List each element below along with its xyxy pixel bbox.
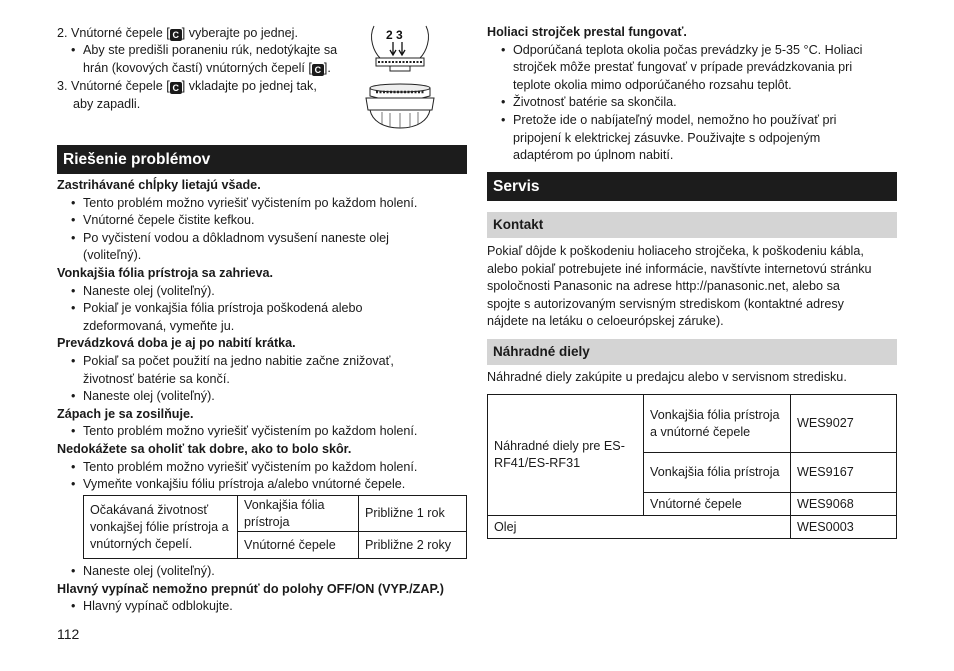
shaver-illustration-icon: [360, 24, 440, 134]
parts-code-cell: WES9027: [791, 395, 897, 453]
bullet-continuation: (voliteľný).: [83, 248, 142, 263]
life-value-cell: Približne 1 rok: [359, 496, 467, 532]
problem-heading: Hlavný vypínač nemožno prepnúť do polohy OFF/ON (VYP./ZAP.): [57, 581, 444, 596]
bullet-continuation: zdeformovaná, vymeňte ju.: [83, 318, 235, 333]
bullet-item: • Po vyčistení vodou a dôkladnom vysušení naneste olej: [71, 230, 389, 245]
problem-heading: Prevádzková doba je aj po nabití krátka.: [57, 336, 296, 351]
life-value-cell: Približne 2 roky: [359, 532, 467, 559]
parts-code-cell: WES9068: [791, 493, 897, 516]
bullet-continuation: pripojení k elektrickej zásuvke. Použivajte s odpojeným: [513, 130, 821, 145]
bullet-item: • Naneste olej (voliteľný).: [71, 564, 215, 578]
problem-heading: Holiaci strojček prestal fungovať.: [487, 25, 687, 39]
bullet-item: • Tento problém možno vyriešiť vyčistením po každom holení.: [71, 459, 418, 474]
parts-name-cell: Vonkajšia fólia prístroja: [644, 453, 791, 493]
troubleshooting-list-right: [487, 24, 899, 165]
bullet-item: • Životnosť batérie sa skončila.: [501, 95, 677, 110]
step-2: 2. Vnútorné čepele [ C ] vyberajte po jednej.: [57, 26, 298, 40]
blade-life-table: [83, 495, 467, 559]
spare-parts-heading: Náhradné diely: [487, 339, 897, 365]
life-desc-cell: Očakávaná životnosť vonkajšej fólie prístroja a vnútorných čepelí.: [84, 496, 238, 559]
spare-parts-text: Náhradné diely zakúpite u predajcu alebo v servisnom stredisku.: [487, 370, 847, 384]
bullet-item: • Pokiaľ sa počet použití na jedno nabitie začne znižovať,: [71, 353, 394, 368]
problem-heading: Vonkajšia fólia prístroja sa zahrieva.: [57, 265, 274, 280]
contact-text: Pokiaľ dôjde k poškodeniu holiaceho strojčeka, k poškodeniu kábla, alebo pokiaľ potrebujete iné informácie, navštívte internetovú stránku spoločnosti Panasonic na adrese http://panasonic.net, alebo sa spojte s autorizovaným servisným strediskom (kontaktné adresy nájdete na letáku o celoeurópskej záruke).: [487, 244, 872, 329]
parts-code-cell: WES9167: [791, 453, 897, 493]
parts-code-cell: WES0003: [791, 516, 897, 539]
bullet-item: • Naneste olej (voliteľný).: [71, 389, 215, 404]
page-number: 112: [57, 626, 80, 642]
problem-heading: Zastrihávané chĺpky lietajú všade.: [57, 178, 261, 192]
service-heading: Servis: [487, 172, 897, 201]
problem-heading: Zápach je sa zosilňuje.: [57, 406, 194, 421]
parts-name-cell: Vnútorné čepele: [644, 493, 791, 516]
parts-name-cell: Olej: [488, 516, 791, 539]
bullet-continuation: životnosť batérie sa končí.: [83, 371, 230, 386]
bullet-item: • Hlavný vypínač odblokujte.: [71, 599, 233, 614]
problem-heading: Nedokážete sa oholiť tak dobre, ako to bolo skôr.: [57, 441, 352, 456]
bullet-item: • Pretože ide o nabíjateľný model, nemožno ho používať pri: [501, 112, 837, 127]
troubleshooting-list: [57, 177, 469, 494]
step-numbers-label: 2 3: [386, 28, 403, 42]
shaver-blade-figure: [360, 24, 440, 134]
troubleshooting-heading: Riešenie problémov: [57, 145, 467, 174]
troubleshooting-list-continued: [57, 563, 469, 616]
bullet-item: • Odporúčaná teplota okolia počas prevádzky je 5-35 °C. Holiaci: [501, 42, 863, 57]
life-part-cell: Vnútorné čepele: [238, 532, 359, 559]
step-3: 3. Vnútorné čepele [ C ] vkladajte po jednej tak,: [57, 79, 317, 93]
bullet-item: • Vnútorné čepele čistite kefkou.: [71, 213, 255, 228]
bullet-continuation: adaptérom po úplnom nabití.: [513, 148, 674, 163]
step-3-line2: aby zapadli.: [73, 97, 141, 111]
c-part-label: C: [170, 82, 182, 94]
parts-group-cell: Náhradné diely pre ES-RF41/ES-RF31: [488, 395, 644, 516]
bullet-continuation: teplote okolia mimo odporúčaného rozsahu teplôt.: [513, 77, 792, 92]
parts-name-cell: Vonkajšia fólia prístroja a vnútorné čepele: [644, 395, 791, 453]
c-part-label: C: [312, 64, 324, 76]
contact-heading: Kontakt: [487, 212, 897, 238]
bullet-item: • Vymeňte vonkajšiu fóliu prístroja a/alebo vnútorné čepele.: [71, 477, 406, 492]
bullet-item: • Tento problém možno vyriešiť vyčistením po každom holení.: [71, 424, 418, 439]
bullet-item: • Tento problém možno vyriešiť vyčistením po každom holení.: [71, 195, 418, 210]
spare-parts-table: [487, 394, 897, 539]
bullet-continuation: strojček môže prestať fungovať v prípade prevádzkovania pri: [513, 60, 853, 75]
c-part-label: C: [170, 29, 182, 41]
step-2-bullet: • Aby ste predišli poraneniu rúk, nedotýkajte sa hrán (kovových častí) vnútorných čepelí [ C ].: [71, 43, 338, 75]
life-part-cell: Vonkajšia fólia prístroja: [238, 496, 359, 532]
bullet-item: • Naneste olej (voliteľný).: [71, 283, 215, 298]
bullet-item: • Pokiaľ je vonkajšia fólia prístroja poškodená alebo: [71, 301, 363, 316]
